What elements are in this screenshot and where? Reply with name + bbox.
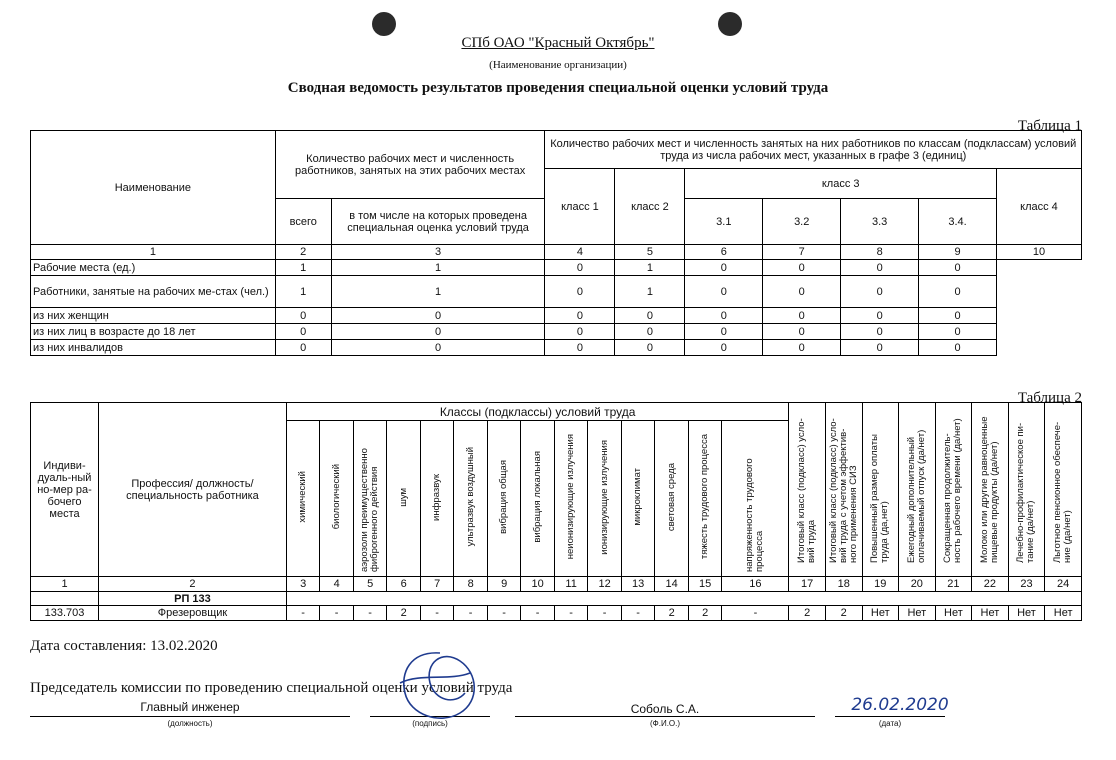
cell: 0 bbox=[685, 260, 763, 276]
col-header-name: Наименование bbox=[31, 131, 276, 245]
cell: 0 bbox=[763, 324, 841, 340]
column-number: 6 bbox=[387, 577, 421, 592]
organization-name: СПб ОАО "Красный Октябрь" bbox=[461, 35, 655, 51]
column-number: 2 bbox=[99, 577, 287, 592]
table-row bbox=[31, 260, 1082, 276]
cell: - bbox=[420, 606, 454, 621]
row-label: Работники, занятые на рабочих ме-стах (чел.) bbox=[31, 276, 276, 308]
col-header-total: всего bbox=[275, 199, 331, 245]
col-header-factor: вибрация общая bbox=[487, 421, 521, 577]
column-number: 7 bbox=[420, 577, 454, 592]
cell: Нет bbox=[935, 606, 972, 621]
col-header-class4: класс 4 bbox=[996, 169, 1081, 245]
cell: 0 bbox=[685, 340, 763, 356]
row-label: из них лиц в возрасте до 18 лет bbox=[31, 324, 276, 340]
col-header-3-3: 3.3 bbox=[841, 199, 919, 245]
col-header-milk: Молоко или другие равноценные пищевые продукты (да/нет) bbox=[972, 403, 1009, 577]
cell: 1 bbox=[615, 276, 685, 308]
column-number: 23 bbox=[1008, 577, 1045, 592]
column-number: 9 bbox=[919, 245, 997, 260]
col-header-classes: Количество рабочих мест и численность занятых на них работников по классам (подклассам) условий труда из числа рабочих мест, указанных в графе 3 (единиц) bbox=[545, 131, 1082, 169]
cell: 0 bbox=[275, 308, 331, 324]
cell: 2 bbox=[387, 606, 421, 621]
group-row bbox=[31, 592, 1082, 606]
cell: 0 bbox=[763, 260, 841, 276]
table-row bbox=[31, 308, 1082, 324]
cell: 1 bbox=[275, 276, 331, 308]
col-header-pension: Льготное пенсионное обеспече-ние (да/нет) bbox=[1045, 403, 1082, 577]
cell: 0 bbox=[545, 308, 615, 324]
summary-table bbox=[30, 130, 1082, 356]
col-header-final-class: Итоговый класс (подкласс) усло-вий труда bbox=[789, 403, 826, 577]
cell: - bbox=[487, 606, 521, 621]
col-header-reduced-hours: Сокращенная продолжитель-ность рабочего времени (да/нет) bbox=[935, 403, 972, 577]
cell: Нет bbox=[899, 606, 936, 621]
column-number: 9 bbox=[487, 577, 521, 592]
cell: - bbox=[588, 606, 622, 621]
cell: 2 bbox=[688, 606, 722, 621]
col-header-class1: класс 1 bbox=[545, 169, 615, 245]
col-header-factor: химический bbox=[286, 421, 320, 577]
column-number: 8 bbox=[454, 577, 488, 592]
cell: 0 bbox=[615, 340, 685, 356]
cell: 0 bbox=[919, 276, 997, 308]
column-number: 12 bbox=[588, 577, 622, 592]
table-row bbox=[31, 324, 1082, 340]
column-number: 18 bbox=[825, 577, 862, 592]
cell: 0 bbox=[841, 260, 919, 276]
cell: 0 bbox=[275, 324, 331, 340]
col-header-factor: тяжесть трудового процесса bbox=[688, 421, 722, 577]
cell: 0 bbox=[545, 324, 615, 340]
column-number: 19 bbox=[862, 577, 899, 592]
column-number: 10 bbox=[996, 245, 1081, 260]
cell: 0 bbox=[331, 340, 545, 356]
page-title: Сводная ведомость результатов проведения специальной оценки условий труда bbox=[287, 80, 829, 96]
col-header-classes: Классы (подклассы) условий труда bbox=[286, 403, 789, 421]
cell: - bbox=[454, 606, 488, 621]
col-header-factor: неионизирующие излучения bbox=[554, 421, 588, 577]
column-number: 1 bbox=[31, 577, 99, 592]
cell: - bbox=[621, 606, 655, 621]
compilation-date: Дата составления: 13.02.2020 bbox=[30, 638, 218, 654]
cell: - bbox=[320, 606, 354, 621]
table-row bbox=[31, 340, 1082, 356]
chair-name: Соболь С.А. bbox=[630, 702, 700, 716]
cell: 0 bbox=[763, 276, 841, 308]
cell: - bbox=[521, 606, 555, 621]
date-caption: (дата) bbox=[878, 719, 902, 728]
column-number: 13 bbox=[621, 577, 655, 592]
cell: - bbox=[286, 606, 320, 621]
column-number: 17 bbox=[789, 577, 826, 592]
col-header-class3: класс 3 bbox=[685, 169, 997, 199]
cell: 0 bbox=[919, 324, 997, 340]
cell: 0 bbox=[685, 324, 763, 340]
col-header-count: Количество рабочих мест и численность работников, занятых на этих рабочих местах bbox=[275, 131, 545, 199]
column-number: 5 bbox=[615, 245, 685, 260]
cell: 0 bbox=[841, 340, 919, 356]
row-label: из них женщин bbox=[31, 308, 276, 324]
cell: 1 bbox=[275, 260, 331, 276]
position-caption: (должность) bbox=[167, 719, 213, 728]
col-header-factor: микроклимат bbox=[621, 421, 655, 577]
col-header-assessed: в том числе на которых проведена специальная оценка условий труда bbox=[331, 199, 545, 245]
row-label: Рабочие места (ед.) bbox=[31, 260, 276, 276]
cell: 0 bbox=[331, 324, 545, 340]
col-header-factor: напряженность трудового процесса bbox=[722, 421, 789, 577]
column-number: 24 bbox=[1045, 577, 1082, 592]
col-header-increased-pay: Повышенный размер оплаты труда (да,нет) bbox=[862, 403, 899, 577]
cell: 1 bbox=[615, 260, 685, 276]
column-number: 4 bbox=[545, 245, 615, 260]
cell: 0 bbox=[545, 260, 615, 276]
table2-caption: Таблица 2 bbox=[1017, 390, 1082, 406]
col-header-class2: класс 2 bbox=[615, 169, 685, 245]
table-row bbox=[31, 276, 1082, 308]
cell: 0 bbox=[275, 340, 331, 356]
workplaces-table bbox=[30, 402, 1082, 621]
col-header-factor: аэрозоли преимущественно фиброгенного действия bbox=[353, 421, 387, 577]
column-number: 7 bbox=[763, 245, 841, 260]
punch-hole-right bbox=[718, 12, 742, 36]
signature-mark bbox=[380, 643, 500, 733]
name-line bbox=[515, 716, 815, 717]
col-header-factor: световая среда bbox=[655, 421, 689, 577]
position-line bbox=[30, 716, 350, 717]
col-header-factor: вибрация локальная bbox=[521, 421, 555, 577]
column-number: 20 bbox=[899, 577, 936, 592]
cell: 2 bbox=[655, 606, 689, 621]
cell: Нет bbox=[1045, 606, 1082, 621]
column-number-row bbox=[31, 577, 1082, 592]
col-header-therapeutic-food: Лечебно-профилактическое пи-тание (да/нет) bbox=[1008, 403, 1045, 577]
cell: 0 bbox=[545, 340, 615, 356]
column-number: 4 bbox=[320, 577, 354, 592]
cell: 2 bbox=[825, 606, 862, 621]
column-number: 22 bbox=[972, 577, 1009, 592]
cell: 0 bbox=[841, 276, 919, 308]
column-number: 16 bbox=[722, 577, 789, 592]
cell: 0 bbox=[919, 340, 997, 356]
position-value: Главный инженер bbox=[140, 700, 240, 714]
commission-chair-line: Председатель комиссии по проведению специальной оценки условий труда bbox=[30, 680, 513, 696]
group-spacer bbox=[286, 592, 1081, 606]
column-number: 5 bbox=[353, 577, 387, 592]
column-number: 2 bbox=[275, 245, 331, 260]
col-header-factor: ультразвук воздушный bbox=[454, 421, 488, 577]
column-number: 14 bbox=[655, 577, 689, 592]
col-header-3-2: 3.2 bbox=[763, 199, 841, 245]
table1-caption: Таблица 1 bbox=[1017, 118, 1082, 134]
cell: Нет bbox=[1008, 606, 1045, 621]
group-label: РП 133 bbox=[99, 592, 287, 606]
column-number: 3 bbox=[331, 245, 545, 260]
organization-caption: (Наименование организации) bbox=[489, 59, 627, 71]
cell: 0 bbox=[545, 276, 615, 308]
name-caption: (Ф.И.О.) bbox=[649, 719, 681, 728]
workplace-id: 133.703 bbox=[31, 606, 99, 621]
group-spacer bbox=[31, 592, 99, 606]
column-number: 21 bbox=[935, 577, 972, 592]
cell: 2 bbox=[789, 606, 826, 621]
cell: 0 bbox=[841, 308, 919, 324]
cell: 0 bbox=[615, 308, 685, 324]
table-row bbox=[31, 606, 1082, 621]
cell: Нет bbox=[972, 606, 1009, 621]
column-number: 11 bbox=[554, 577, 588, 592]
cell: - bbox=[353, 606, 387, 621]
column-number: 10 bbox=[521, 577, 555, 592]
cell: 0 bbox=[615, 324, 685, 340]
col-header-factor: биологический bbox=[320, 421, 354, 577]
col-header-factor: ионизирующие излучения bbox=[588, 421, 622, 577]
col-header-extra-leave: Ежегодный дополнительный оплачиваемый отпуск (да/нет) bbox=[899, 403, 936, 577]
col-header-id: Индиви-дуаль-ный но-мер ра-бочего места bbox=[31, 403, 99, 577]
cell: 0 bbox=[331, 308, 545, 324]
col-header-3-1: 3.1 bbox=[685, 199, 763, 245]
cell: 1 bbox=[331, 260, 545, 276]
column-number: 15 bbox=[688, 577, 722, 592]
col-header-3-4: 3.4. bbox=[919, 199, 997, 245]
cell: 0 bbox=[919, 260, 997, 276]
signature-caption: (подпись) bbox=[412, 719, 448, 728]
col-header-final-class-siz: Итоговый класс (подкласс) усло-вий труда с учетом эффектив-ного применения СИЗ bbox=[825, 403, 862, 577]
cell: Нет bbox=[862, 606, 899, 621]
cell: 0 bbox=[841, 324, 919, 340]
column-number: 3 bbox=[286, 577, 320, 592]
cell: 0 bbox=[763, 340, 841, 356]
col-header-factor: шум bbox=[387, 421, 421, 577]
column-number: 8 bbox=[841, 245, 919, 260]
row-label: из них инвалидов bbox=[31, 340, 276, 356]
handwritten-date: 26.02.2020 bbox=[851, 695, 949, 715]
cell: 1 bbox=[331, 276, 545, 308]
col-header-factor: инфразвук bbox=[420, 421, 454, 577]
cell: 0 bbox=[919, 308, 997, 324]
cell: - bbox=[722, 606, 789, 621]
column-number: 1 bbox=[31, 245, 276, 260]
profession: Фрезеровщик bbox=[99, 606, 287, 621]
col-header-profession: Профессия/ должность/ специальность работника bbox=[99, 403, 287, 577]
punch-hole-left bbox=[372, 12, 396, 36]
cell: - bbox=[554, 606, 588, 621]
cell: 0 bbox=[763, 308, 841, 324]
cell: 0 bbox=[685, 276, 763, 308]
cell: 0 bbox=[685, 308, 763, 324]
date-line bbox=[835, 716, 945, 717]
column-number: 6 bbox=[685, 245, 763, 260]
column-number-row bbox=[31, 245, 1082, 260]
